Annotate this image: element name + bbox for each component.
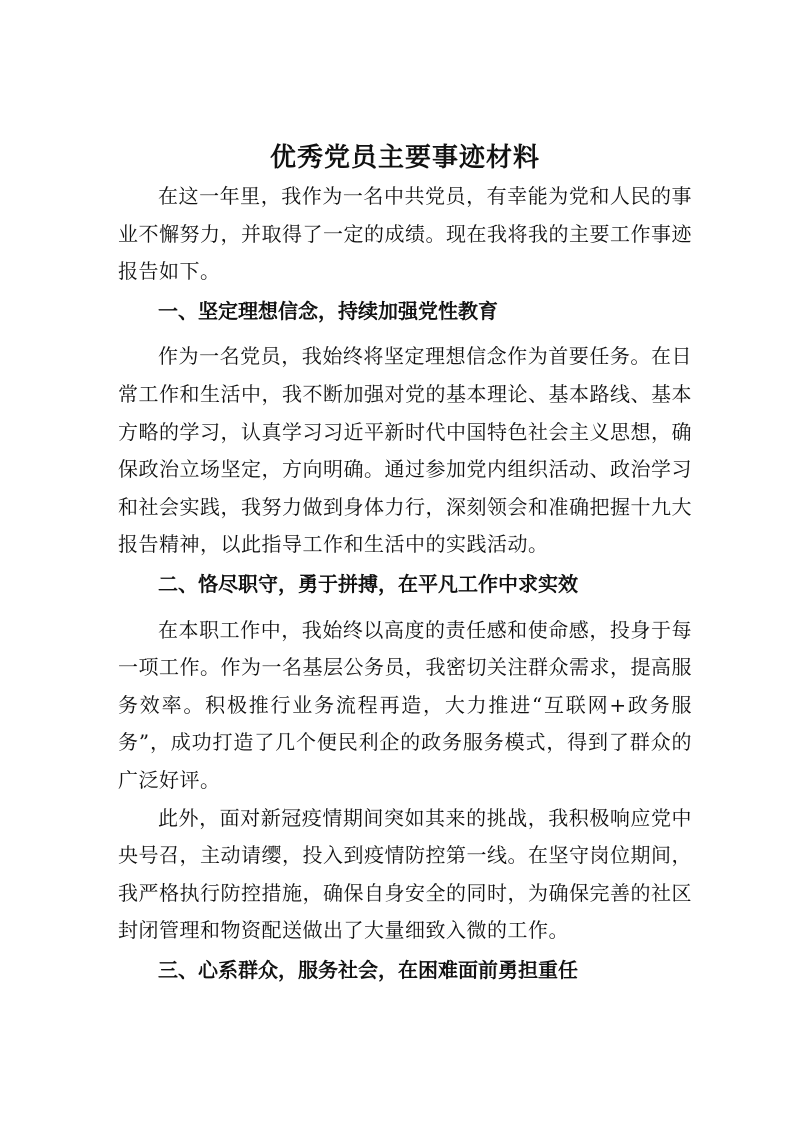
intro-paragraph: 在这一年里，我作为一名中共党员，有幸能为党和人民的事业不懈努力，并取得了一定的成绩。现在我将我的主要工作事迹报告如下。	[118, 184, 692, 284]
section-2-paragraph-1: 在本职工作中，我始终以高度的责任感和使命感，投身于每一项工作。作为一名基层公务员，我密切关注群众需求，提高服务效率。积极推行业务流程再造，大力推进“互联网+政务服务”，成功打造了几个便民利企的政务服务模式，得到了群众的广泛好评。	[118, 617, 692, 792]
section-heading-1: 一、坚定理想信念，持续加强党性教育	[158, 298, 498, 323]
section-1-paragraph: 作为一名党员，我始终将坚定理想信念作为首要任务。在日常工作和生活中，我不断加强对党的基本理论、基本路线、基本方略的学习，认真学习习近平新时代中国特色社会主义思想，确保政治立场坚定，方向明确。通过参加党内组织活动、政治学习和社会实践，我努力做到身体力行，深刻领会和准确把握十九大报告精神，以此指导工作和生活中的实践活动。	[118, 344, 692, 557]
document-title: 优秀党员主要事迹材料	[269, 143, 540, 173]
section-heading-2: 二、恪尽职守，勇于拼搏，在平凡工作中求实效	[158, 571, 578, 596]
section-heading-3: 三、心系群众，服务社会，在困难面前勇担重任	[158, 957, 578, 982]
section-2-paragraph-2: 此外，面对新冠疫情期间突如其来的挑战，我积极响应党中央号召，主动请缨，投入到疫情防控第一线。在坚守岗位期间，我严格执行防控措施，确保自身安全的同时，为确保完善的社区封闭管理和物资配送做出了大量细致入微的工作。	[118, 805, 692, 943]
document-body	[118, 138, 692, 997]
